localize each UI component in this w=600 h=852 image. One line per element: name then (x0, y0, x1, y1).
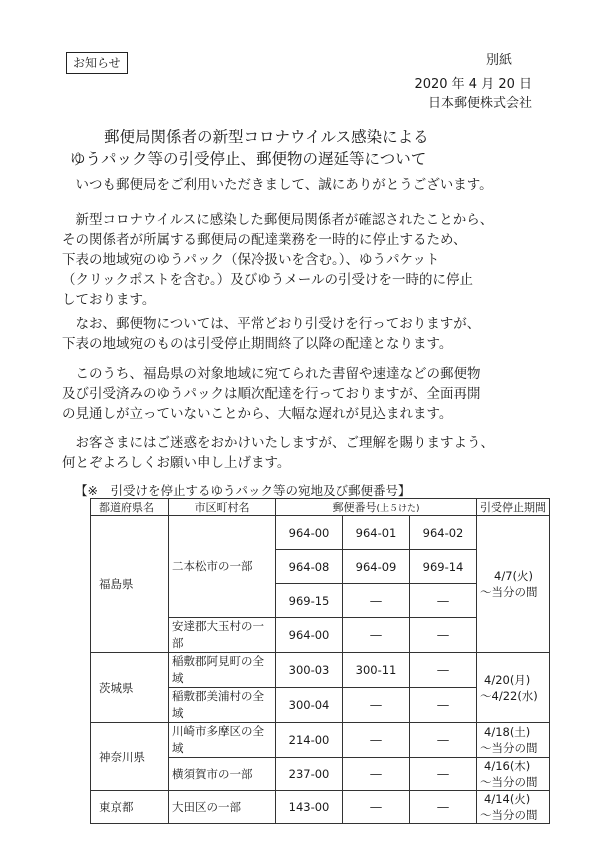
zip-cell: ― (410, 723, 477, 758)
text-line: 下表の地域宛のものは引受停止期間終了以降の配達となります。 (62, 336, 453, 352)
zip-cell: 969-15 (276, 584, 343, 618)
zip-cell: 237-00 (276, 758, 343, 791)
city-cell (169, 516, 276, 618)
suspension-table (90, 498, 550, 824)
header-zip-sub: (上５けた) (376, 504, 420, 514)
period-end: ～当分の間 (480, 741, 538, 755)
paragraph-suspension (62, 210, 542, 310)
city-cell (169, 653, 276, 688)
zip-cell: ― (343, 791, 410, 824)
city-name: 大田区の一部 (172, 799, 241, 814)
period-end: ～当分の間 (480, 808, 538, 822)
period-start: 4/16(木) (484, 759, 531, 773)
city-name: 安達郡大玉村の一部 (172, 619, 264, 650)
table-header-row (91, 499, 550, 516)
city-cell (169, 791, 276, 824)
zip-cell: 964-02 (410, 516, 477, 550)
city-name: 稲敷郡美浦村の全域 (172, 689, 264, 720)
text-line: なお、郵便物については、平常どおり引受けを行っておりますが、 (62, 316, 481, 332)
text-line: いつも郵便局をご利用いただきまして、誠にありがとうございます。 (62, 177, 493, 193)
period-end: ～4/22(水) (480, 688, 538, 703)
city-cell (169, 723, 276, 758)
table-caption: 【※ 引受けを停止するゆうパック等の宛地及び郵便番号】 (75, 483, 411, 498)
period-cell (477, 516, 550, 653)
zip-cell: 964-01 (343, 516, 410, 550)
zip-cell: ― (410, 688, 477, 723)
period-start: 4/20(月) (484, 672, 531, 687)
city-name: 稲敷郡阿見町の全域 (172, 654, 264, 685)
attachment-label: 別紙 (486, 53, 513, 68)
zip-cell: ― (410, 618, 477, 653)
text-line: 及び引受済みのゆうパックは順次配達を行っておりますが、全面再開 (62, 386, 481, 402)
zip-cell: 964-00 (276, 516, 343, 550)
title-line-1: 郵便局関係者の新型コロナウイルス感染による (104, 128, 429, 146)
city-name: 二本松市の一部 (172, 559, 253, 573)
zip-cell: ― (343, 723, 410, 758)
table-row (91, 653, 550, 688)
zip-cell: ― (343, 688, 410, 723)
period-cell (477, 723, 550, 758)
text-line: しております。 (62, 292, 156, 308)
zip-cell: ― (410, 584, 477, 618)
title-line-2: ゆうパック等の引受停止、郵便物の遅延等について (70, 150, 427, 168)
zip-cell: 300-03 (276, 653, 343, 688)
prefecture-cell: 福島県 (91, 516, 169, 653)
text-line: このうち、福島県の対象地域に宛てられた書留や速達などの郵便物 (62, 366, 481, 382)
header-zip (276, 499, 477, 516)
zip-cell: ― (343, 758, 410, 791)
paragraph-mail (62, 314, 542, 354)
prefecture-cell: 神奈川県 (91, 723, 169, 791)
company-name: 日本郵便株式会社 (427, 96, 532, 111)
city-cell (169, 618, 276, 653)
issue-date: 2020 年 4 月 20 日 (414, 77, 532, 92)
period-cell (477, 653, 550, 723)
zip-cell: ― (343, 618, 410, 653)
header-zip-label: 郵便番号 (332, 501, 377, 514)
text-line: お客さまにはご迷惑をおかけいたしますが、ご理解を賜りますよう、 (62, 435, 494, 451)
period-cell (477, 791, 550, 824)
text-line: 何とぞよろしくお願い申し上げます。 (62, 455, 291, 471)
text-line: その関係者が所属する郵便局の配達業務を一時的に停止するため、 (62, 232, 467, 248)
period-end: ～当分の間 (480, 585, 538, 599)
paragraph-apology (62, 433, 542, 473)
document-title (70, 126, 429, 170)
zip-cell: 964-09 (343, 550, 410, 584)
period-cell (477, 758, 550, 791)
zip-cell: ― (343, 584, 410, 618)
text-line: （クリックポストを含む。）及びゆうメールの引受けを一時的に停止 (62, 272, 473, 288)
period-end: ～当分の間 (480, 775, 538, 789)
paragraph-fukushima (62, 364, 542, 424)
text-line: の見通しが立っていないことから、大幅な遅れが見込まれます。 (62, 406, 453, 422)
period-start: 4/7(火) (494, 569, 533, 583)
paragraph-greeting (62, 175, 542, 195)
header-city: 市区町村名 (169, 499, 276, 516)
header-prefecture: 都道府県名 (91, 499, 169, 516)
zip-cell: ― (410, 653, 477, 688)
city-name: 川崎市多摩区の全域 (172, 724, 264, 755)
zip-cell: 300-04 (276, 688, 343, 723)
zip-cell: 969-14 (410, 550, 477, 584)
table-row (91, 723, 550, 758)
zip-cell: 300-11 (343, 653, 410, 688)
table-row (91, 516, 550, 550)
zip-cell: ― (410, 758, 477, 791)
period-start: 4/18(土) (484, 725, 531, 739)
text-line: 新型コロナウイルスに感染した郵便局関係者が確認されたことから、 (62, 212, 494, 228)
prefecture-cell: 茨城県 (91, 653, 169, 723)
zip-cell: 964-08 (276, 550, 343, 584)
city-name: 横須賀市の一部 (172, 766, 253, 781)
period-start: 4/14(火) (484, 792, 531, 806)
table-row (91, 791, 550, 824)
text-line: 下表の地域宛のゆうパック（保冷扱いを含む。）、ゆうパケット (62, 252, 440, 268)
prefecture-cell: 東京都 (91, 791, 169, 824)
zip-cell: 964-00 (276, 618, 343, 653)
zip-cell: 214-00 (276, 723, 343, 758)
notice-label: お知らせ (66, 52, 128, 74)
header-period: 引受停止期間 (477, 499, 550, 516)
city-cell (169, 688, 276, 723)
city-cell (169, 758, 276, 791)
zip-cell: ― (410, 791, 477, 824)
zip-cell: 143-00 (276, 791, 343, 824)
